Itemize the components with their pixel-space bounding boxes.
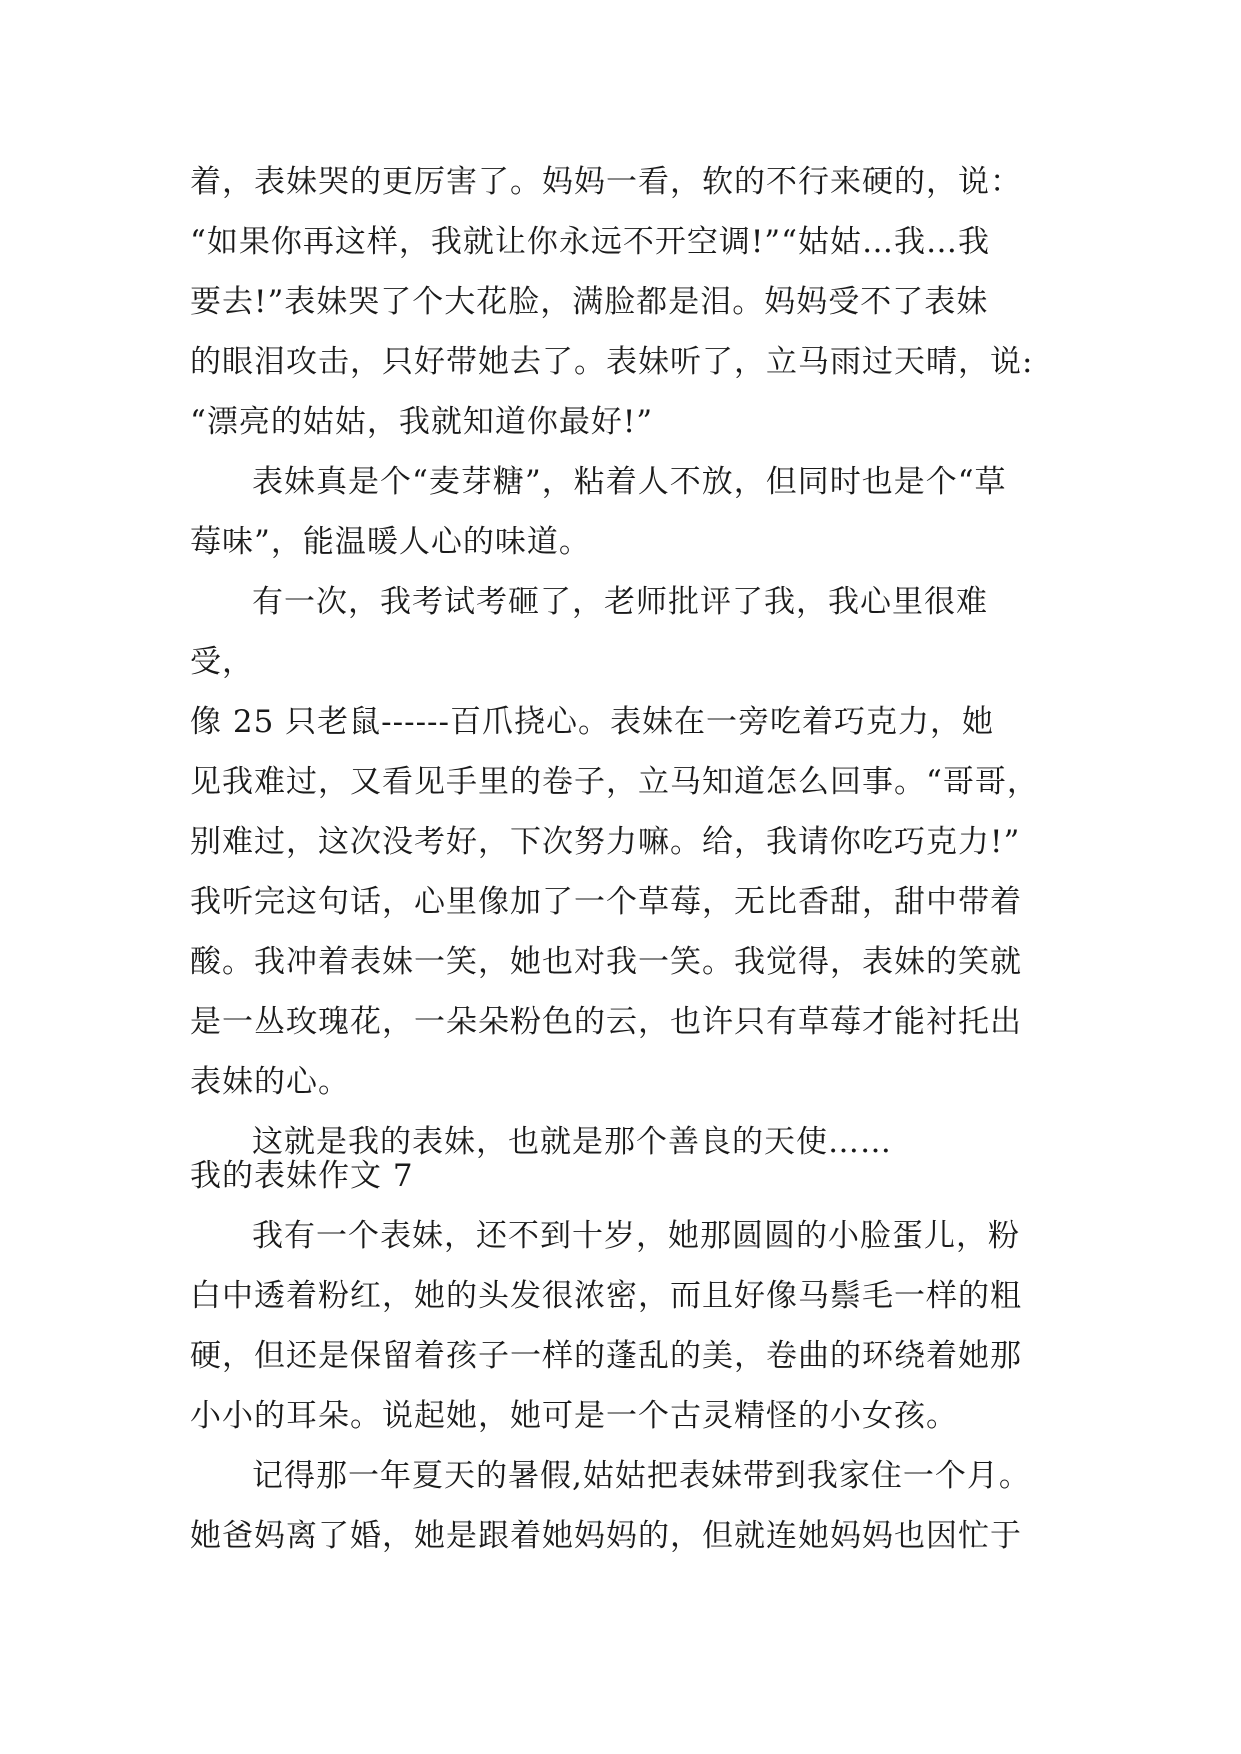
paragraph-maltose: 表妹真是个“麦芽糖”，粘着人不放，但同时也是个“草 莓味”，能温暖人心的味道。 [190, 464, 1007, 560]
paragraph-cousin-description: 我有一个表妹，还不到十岁，她那圆圆的小脸蛋儿，粉 白中透着粉红，她的头发很浓密，而且好像马鬃毛一样的粗 硬，但还是保留着孩子一样的蓬乱的美，卷曲的环绕着她那 小小的耳朵。说起她，她可是一个古灵精怪的小女孩。 [190, 1218, 1022, 1434]
essay-body-top [190, 152, 1050, 1172]
paragraph-exam: 有一次，我考试考砸了，老师批评了我，我心里很难受， 像 25 只老鼠------百爪挠心。表妹在一旁吃着巧克力，她 见我难过，又看见手里的卷子，立马知道怎么回事。“哥哥， 别难过，这次没考好，下次努力嘛。给，我请你吃巧克力!” 我听完这句话，心里像加了一个草莓，无比香甜，甜中带着 酸。我冲着表妹一笑，她也对我一笑。我觉得，表妹的笑就 是一丛玫瑰花，一朵朵粉色的云，也许只有草莓才能衬托出 表妹的心。 [190, 584, 1039, 1100]
section-heading: 我的表妹作文 7 [190, 1158, 414, 1194]
paragraph-continued: 着，表妹哭的更厉害了。妈妈一看，软的不行来硬的，说： “如果你再这样，我就让你永远不开空调!”“姑姑…我…我 要去!”表妹哭了个大花脸，满脸都是泪。妈妈受不了表妹 的眼泪攻击，只好带她去了。表妹听了，立马雨过天晴，说: “漂亮的姑姑，我就知道你最好!” [190, 164, 1034, 440]
essay-body-bottom [190, 1206, 1050, 1566]
paragraph-angel: 这就是我的表妹，也就是那个善良的天使…… [252, 1124, 892, 1160]
paragraph-summer-vacation: 记得那一年夏天的暑假,姑姑把表妹带到我家住一个月。 她爸妈离了婚，她是跟着她妈妈的，但就连她妈妈也因忙于 [190, 1458, 1031, 1554]
